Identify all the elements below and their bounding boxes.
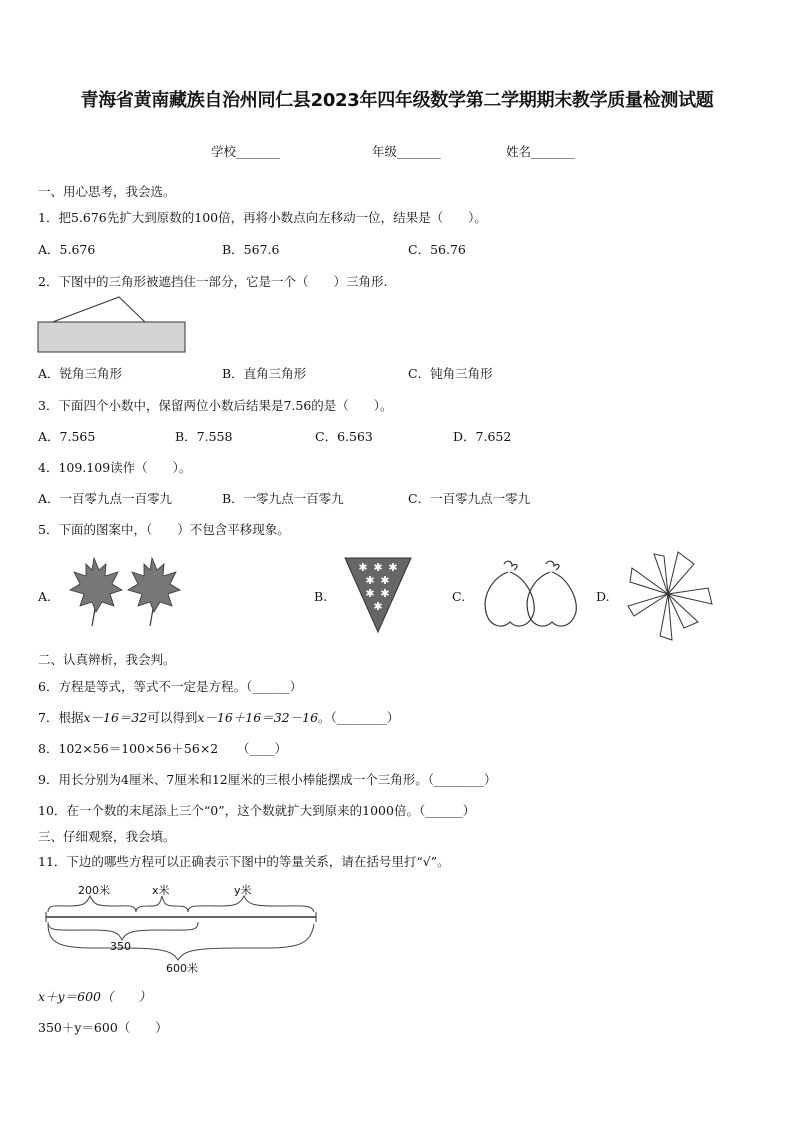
q3-option-b: B．7.558	[175, 429, 233, 444]
name-field: 姓名_______	[506, 144, 575, 159]
diagram-label-600m: 600米	[166, 962, 198, 975]
q11-equation-a: x＋y＝600（ ）	[38, 989, 151, 1004]
section-3-heading: 三、仔细观察，我会填。	[38, 829, 176, 844]
q1-option-b: B．567.6	[222, 242, 280, 257]
snowflake-triangle-figure	[343, 556, 413, 636]
question-9: 9．用长分别为4厘米、7厘米和12厘米的三根小棒能摆成一个三角形。（________）	[38, 772, 497, 787]
question-7	[38, 708, 399, 726]
question-1: 1．把5.676先扩大到原数的100倍，再将小数点向左移动一位，结果是（ ）。	[38, 210, 487, 225]
question-8: 8．102×56＝100×56＋56×2 （____）	[38, 741, 288, 756]
svg-text:✱: ✱	[388, 561, 398, 574]
q11-equation-b: 350＋y＝600（ ）	[38, 1020, 168, 1035]
q2-option-b: B．直角三角形	[222, 366, 307, 381]
school-field: 学校_______	[211, 144, 280, 159]
q2-option-a: A．锐角三角形	[38, 366, 123, 381]
q1-option-c: C．56.76	[408, 242, 466, 257]
q3-option-a: A．7.565	[38, 429, 96, 444]
q7-equation-2: x－16＋16＝32－16	[197, 710, 319, 725]
diagram-label-350: 350	[110, 940, 131, 953]
q1-option-a: A．5.676	[38, 242, 96, 257]
overlapping-hearts-figure	[480, 556, 580, 636]
svg-text:✱: ✱	[358, 561, 368, 574]
q7-equation-1: x－16＝32	[83, 710, 148, 725]
question-4: 4．109.109读作（ ）。	[38, 460, 192, 475]
grade-field: 年级_______	[372, 144, 441, 159]
question-5: 5．下面的图案中，（ ）不包含平移现象。	[38, 522, 290, 537]
svg-text:✱: ✱	[365, 587, 375, 600]
svg-text:✱: ✱	[373, 600, 383, 613]
q3-option-c: C．6.563	[315, 429, 373, 444]
diagram-label-y: y米	[234, 884, 252, 897]
hidden-triangle-figure	[36, 294, 188, 356]
q5-option-b: B.	[314, 589, 328, 604]
svg-text:✱: ✱	[373, 561, 383, 574]
q5-option-a: A.	[38, 589, 52, 604]
section-2-heading: 二、认真辨析，我会判。	[38, 652, 176, 667]
q4-option-c: C．一百零九点一零九	[408, 491, 531, 506]
question-3: 3．下面四个小数中，保留两位小数后结果是7.56的是（ ）。	[38, 398, 393, 413]
diagram-label-x: x米	[152, 884, 170, 897]
diagram-label-200m: 200米	[78, 884, 110, 897]
q3-option-d: D．7.652	[453, 429, 512, 444]
maple-leaves-figure	[64, 554, 182, 630]
question-10: 10．在一个数的末尾添上三个“0”，这个数就扩大到原来的1000倍。（______）	[38, 803, 476, 818]
question-11: 11．下边的哪些方程可以正确表示下图中的等量关系，请在括号里打“√”。	[38, 854, 450, 869]
q4-option-a: A．一百零九点一百零九	[38, 491, 173, 506]
svg-text:✱: ✱	[380, 574, 390, 587]
q7-mid: 可以得到	[147, 710, 198, 725]
svg-text:✱: ✱	[380, 587, 390, 600]
pinwheel-figure	[624, 548, 716, 642]
q5-option-c: C.	[452, 589, 466, 604]
section-1-heading: 一、用心思考，我会选。	[38, 184, 176, 199]
question-6: 6．方程是等式，等式不一定是方程。（______）	[38, 679, 303, 694]
question-2: 2．下图中的三角形被遮挡住一部分，它是一个（ ）三角形.	[38, 274, 388, 289]
q2-option-c: C．钝角三角形	[408, 366, 493, 381]
q5-option-d: D.	[596, 589, 610, 604]
q7-prefix: 7．根据	[38, 710, 84, 725]
q4-option-b: B．一零九点一百零九	[222, 491, 344, 506]
q7-suffix: 。（________）	[318, 710, 400, 725]
svg-text:✱: ✱	[365, 574, 375, 587]
page-title: 青海省黄南藏族自治州同仁县2023年四年级数学第二学期期末教学质量检测试题	[80, 90, 714, 111]
